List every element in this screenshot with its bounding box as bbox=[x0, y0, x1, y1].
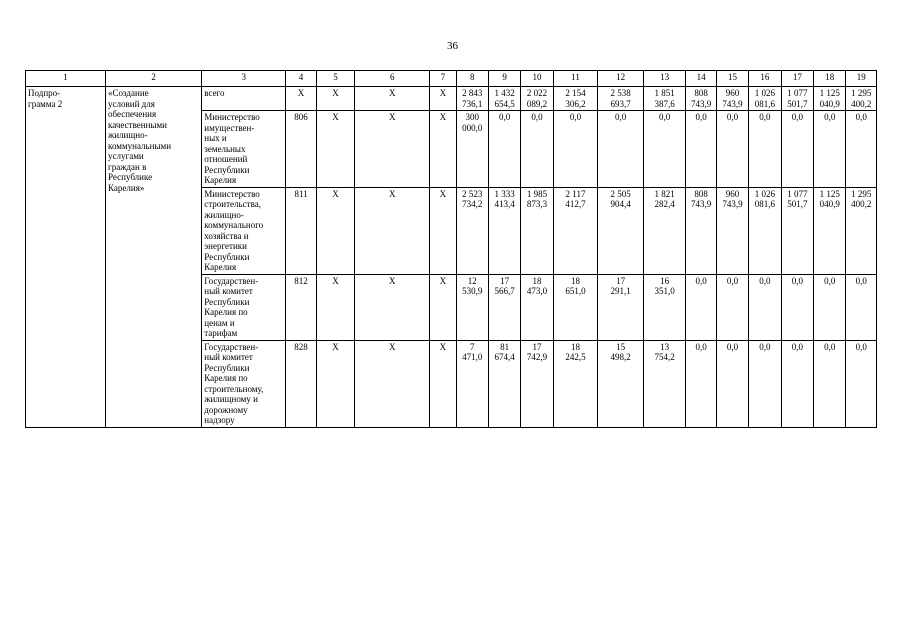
column-header: 12 bbox=[598, 71, 644, 87]
column-header: 9 bbox=[488, 71, 520, 87]
code-cell: Х bbox=[430, 340, 456, 427]
value-cell: 1 295 400,2 bbox=[846, 87, 877, 111]
value-cell: 0,0 bbox=[749, 111, 781, 188]
grbs-cell: 828 bbox=[286, 340, 316, 427]
value-cell: 1 333 413,4 bbox=[488, 187, 520, 274]
code-cell: Х bbox=[355, 87, 430, 111]
program-name: Подпро- грамма 2 bbox=[26, 87, 106, 428]
value-cell: 0,0 bbox=[716, 274, 748, 340]
value-cell: 2 022 089,2 bbox=[521, 87, 553, 111]
value-cell: 1 821 282,4 bbox=[643, 187, 686, 274]
code-cell: Х bbox=[316, 111, 354, 188]
value-cell: 81 674,4 bbox=[488, 340, 520, 427]
value-cell: 1 125 040,9 bbox=[814, 187, 846, 274]
executor-cell: всего bbox=[202, 87, 286, 111]
code-cell: Х bbox=[355, 274, 430, 340]
value-cell: 1 985 873,3 bbox=[521, 187, 553, 274]
value-cell: 1 295 400,2 bbox=[846, 187, 877, 274]
value-cell: 0,0 bbox=[643, 111, 686, 188]
column-header: 17 bbox=[781, 71, 813, 87]
value-cell: 2 523 734,2 bbox=[456, 187, 488, 274]
value-cell: 0,0 bbox=[781, 340, 813, 427]
value-cell: 17 742,9 bbox=[521, 340, 553, 427]
value-cell: 0,0 bbox=[846, 274, 877, 340]
value-cell: 0,0 bbox=[716, 111, 748, 188]
value-cell: 1 125 040,9 bbox=[814, 87, 846, 111]
value-cell: 0,0 bbox=[716, 340, 748, 427]
code-cell: Х bbox=[430, 87, 456, 111]
value-cell: 0,0 bbox=[814, 111, 846, 188]
value-cell: 2 538 693,7 bbox=[598, 87, 644, 111]
budget-table bbox=[25, 70, 877, 428]
column-header: 13 bbox=[643, 71, 686, 87]
value-cell: 16 351,0 bbox=[643, 274, 686, 340]
value-cell: 0,0 bbox=[814, 340, 846, 427]
page-number: 36 bbox=[447, 40, 458, 52]
value-cell: 2 843 736,1 bbox=[456, 87, 488, 111]
header-row bbox=[26, 71, 877, 87]
value-cell: 960 743,9 bbox=[716, 87, 748, 111]
code-cell: Х bbox=[316, 87, 354, 111]
value-cell: 13 754,2 bbox=[643, 340, 686, 427]
value-cell: 1 851 387,6 bbox=[643, 87, 686, 111]
column-header: 2 bbox=[106, 71, 202, 87]
program-title: «Создание условий для обеспечения качественными жилищно- коммунальными услугами граждан в Республике Карелия» bbox=[106, 87, 202, 428]
column-header: 16 bbox=[749, 71, 781, 87]
column-header: 4 bbox=[286, 71, 316, 87]
value-cell: 0,0 bbox=[521, 111, 553, 188]
value-cell: 0,0 bbox=[488, 111, 520, 188]
value-cell: 960 743,9 bbox=[716, 187, 748, 274]
code-cell: Х bbox=[355, 111, 430, 188]
value-cell: 1 026 081,6 bbox=[749, 87, 781, 111]
column-header: 11 bbox=[553, 71, 598, 87]
value-cell: 17 566,7 bbox=[488, 274, 520, 340]
table-row bbox=[26, 87, 877, 111]
executor-cell: Государствен- ный комитет Республики Карелия по ценам и тарифам bbox=[202, 274, 286, 340]
code-cell: Х bbox=[316, 340, 354, 427]
grbs-cell: 812 bbox=[286, 274, 316, 340]
value-cell: 0,0 bbox=[553, 111, 598, 188]
executor-cell: Министерство строительства, жилищно- коммунального хозяйства и энергетики Республики Карелия bbox=[202, 187, 286, 274]
value-cell: 1 077 501,7 bbox=[781, 87, 813, 111]
value-cell: 0,0 bbox=[781, 274, 813, 340]
value-cell: 18 473,0 bbox=[521, 274, 553, 340]
value-cell: 1 432 654,5 bbox=[488, 87, 520, 111]
code-cell: Х bbox=[316, 274, 354, 340]
code-cell: Х bbox=[430, 187, 456, 274]
code-cell: Х bbox=[430, 274, 456, 340]
value-cell: 0,0 bbox=[686, 111, 716, 188]
executor-cell: Государствен- ный комитет Республики Карелия по строительному, жилищному и дорожному надзору bbox=[202, 340, 286, 427]
executor-cell: Министерство имуществен- ных и земельных отношений Республики Карелия bbox=[202, 111, 286, 188]
column-header: 19 bbox=[846, 71, 877, 87]
value-cell: 300 000,0 bbox=[456, 111, 488, 188]
column-header: 14 bbox=[686, 71, 716, 87]
value-cell: 0,0 bbox=[749, 274, 781, 340]
value-cell: 18 242,5 bbox=[553, 340, 598, 427]
value-cell: 0,0 bbox=[846, 340, 877, 427]
code-cell: Х bbox=[430, 111, 456, 188]
column-header: 15 bbox=[716, 71, 748, 87]
value-cell: 15 498,2 bbox=[598, 340, 644, 427]
column-header: 8 bbox=[456, 71, 488, 87]
value-cell: 0,0 bbox=[686, 340, 716, 427]
value-cell: 0,0 bbox=[814, 274, 846, 340]
value-cell: 17 291,1 bbox=[598, 274, 644, 340]
value-cell: 0,0 bbox=[686, 274, 716, 340]
code-cell: Х bbox=[355, 187, 430, 274]
value-cell: 808 743,9 bbox=[686, 87, 716, 111]
column-header: 18 bbox=[814, 71, 846, 87]
value-cell: 808 743,9 bbox=[686, 187, 716, 274]
code-cell: Х bbox=[355, 340, 430, 427]
value-cell: 1 026 081,6 bbox=[749, 187, 781, 274]
value-cell: 1 077 501,7 bbox=[781, 187, 813, 274]
grbs-cell: 811 bbox=[286, 187, 316, 274]
value-cell: 12 530,9 bbox=[456, 274, 488, 340]
grbs-cell: 806 bbox=[286, 111, 316, 188]
value-cell: 2 117 412,7 bbox=[553, 187, 598, 274]
value-cell: 2 154 306,2 bbox=[553, 87, 598, 111]
column-header: 5 bbox=[316, 71, 354, 87]
value-cell: 2 505 904,4 bbox=[598, 187, 644, 274]
value-cell: 0,0 bbox=[781, 111, 813, 188]
code-cell: Х bbox=[316, 187, 354, 274]
column-header: 10 bbox=[521, 71, 553, 87]
grbs-cell: Х bbox=[286, 87, 316, 111]
column-header: 3 bbox=[202, 71, 286, 87]
column-header: 6 bbox=[355, 71, 430, 87]
value-cell: 0,0 bbox=[846, 111, 877, 188]
value-cell: 0,0 bbox=[598, 111, 644, 188]
value-cell: 7 471,0 bbox=[456, 340, 488, 427]
column-header: 1 bbox=[26, 71, 106, 87]
column-header: 7 bbox=[430, 71, 456, 87]
value-cell: 18 651,0 bbox=[553, 274, 598, 340]
value-cell: 0,0 bbox=[749, 340, 781, 427]
